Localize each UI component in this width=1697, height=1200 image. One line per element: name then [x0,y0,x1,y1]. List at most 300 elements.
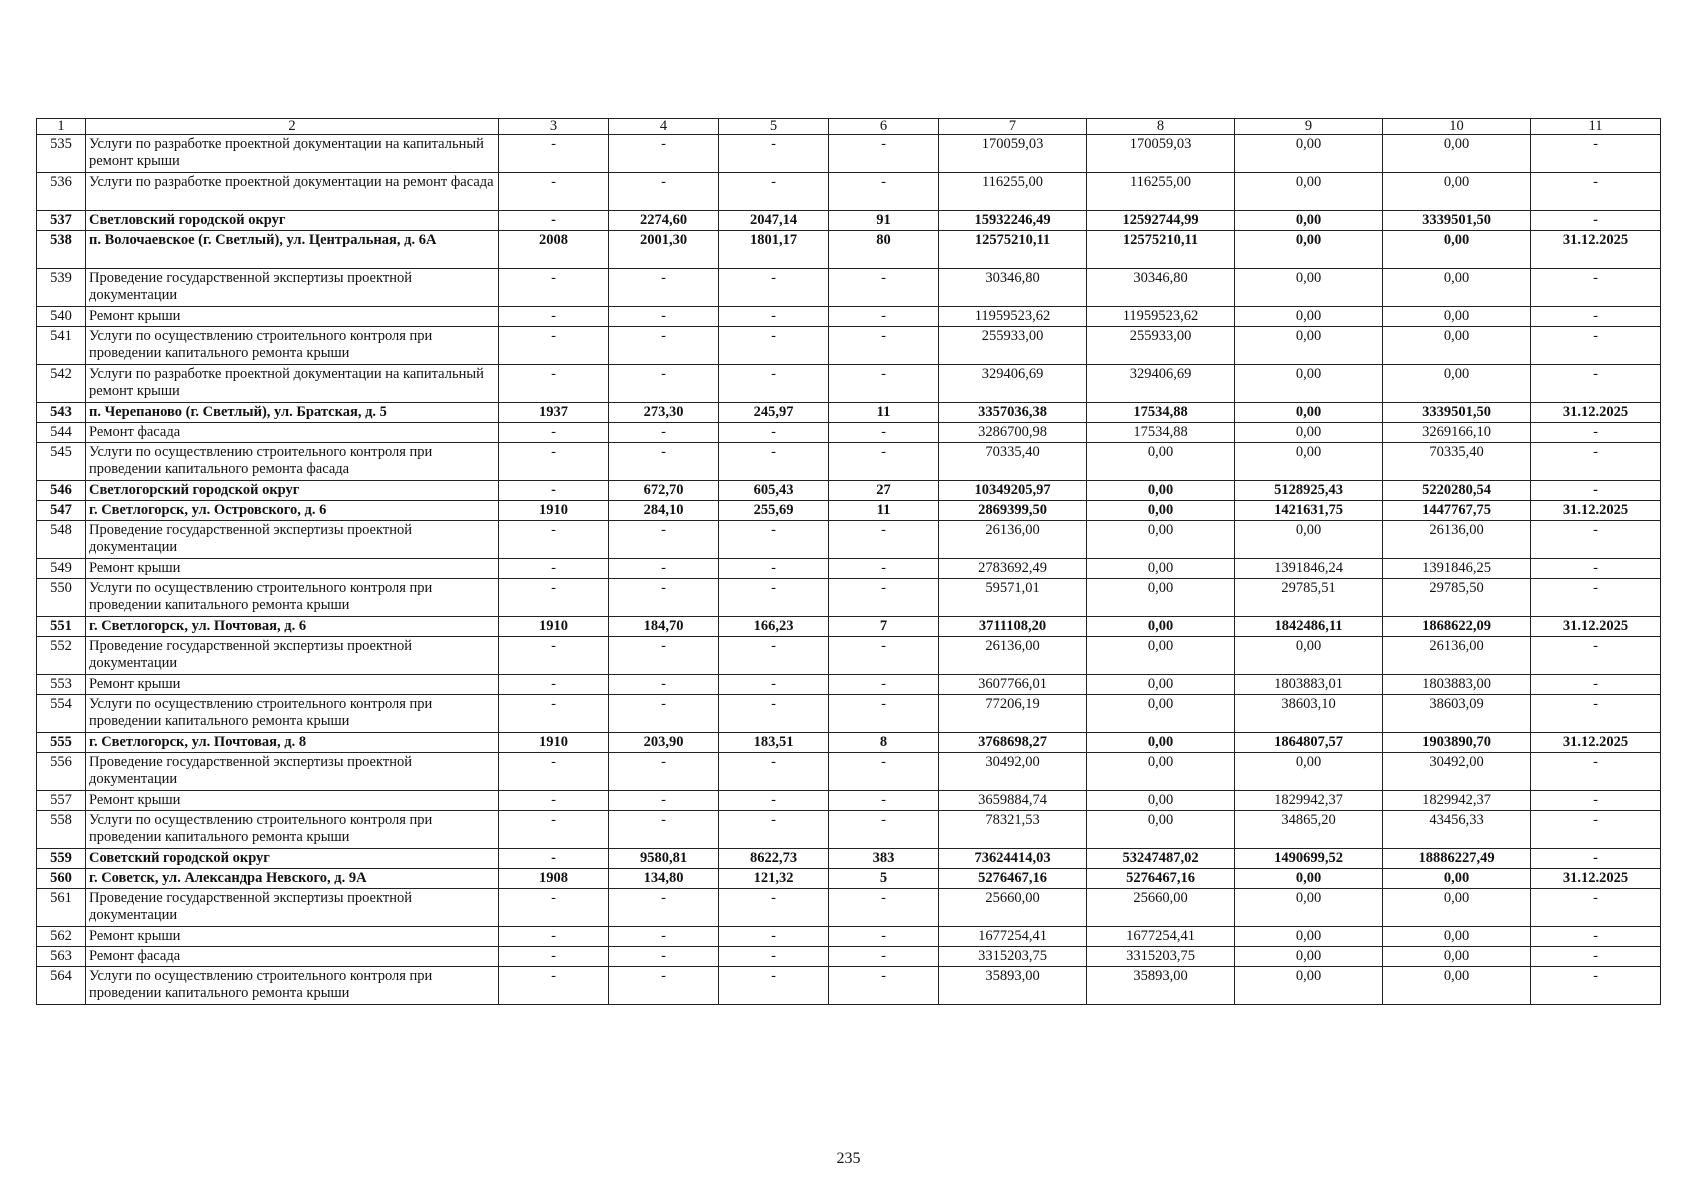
item-name-cell: Услуги по осуществлению строительного контроля при проведении капитального ремонта крыши [86,811,499,849]
total-cost-cell: 3357036,38 [939,403,1087,423]
total-cost-cell: 11959523,62 [939,307,1087,327]
total-area-cell: - [609,443,719,481]
year-built-cell: - [499,559,609,579]
deadline-cell: - [1531,521,1661,559]
deadline-cell: 31.12.2025 [1531,733,1661,753]
year-built-cell: 2008 [499,231,609,269]
total-area-cell: - [609,269,719,307]
total-cost-cell: 30492,00 [939,753,1087,791]
budget-cost-cell: 34865,20 [1235,811,1383,849]
total-area-cell: - [609,675,719,695]
row-number-cell: 561 [37,889,86,927]
fund-cost-cell: 0,00 [1087,733,1235,753]
fund-cost-cell: 255933,00 [1087,327,1235,365]
year-built-cell: - [499,791,609,811]
living-area-cell: - [719,327,829,365]
header-cell: 4 [609,119,719,135]
row-number-cell: 545 [37,443,86,481]
fund-cost-cell: 25660,00 [1087,889,1235,927]
item-name-cell: Ремонт крыши [86,559,499,579]
item-name-cell: Ремонт крыши [86,675,499,695]
table-row [37,637,1661,675]
residents-cell: - [829,559,939,579]
budget-cost-cell: 1490699,52 [1235,849,1383,869]
deadline-cell: - [1531,637,1661,675]
table-row [37,967,1661,1005]
living-area-cell: 2047,14 [719,211,829,231]
residents-cell: - [829,173,939,211]
total-area-cell: 184,70 [609,617,719,637]
item-name-cell: п. Черепаново (г. Светлый), ул. Братская, д. 5 [86,403,499,423]
total-area-cell: - [609,753,719,791]
item-name-cell: г. Светлогорск, ул. Островского, д. 6 [86,501,499,521]
item-name-cell: Услуги по осуществлению строительного контроля при проведении капитального ремонта крыши [86,967,499,1005]
item-name-cell: Услуги по осуществлению строительного контроля при проведении капитального ремонта крыши [86,327,499,365]
owner-cost-cell: 1903890,70 [1383,733,1531,753]
header-cell: 1 [37,119,86,135]
total-cost-cell: 2869399,50 [939,501,1087,521]
year-built-cell: - [499,967,609,1005]
year-built-cell: - [499,811,609,849]
total-area-cell: 2274,60 [609,211,719,231]
year-built-cell: - [499,423,609,443]
fund-cost-cell: 0,00 [1087,617,1235,637]
table-row [37,579,1661,617]
table-row [37,849,1661,869]
row-number-cell: 564 [37,967,86,1005]
residents-cell: - [829,695,939,733]
year-built-cell: 1910 [499,617,609,637]
total-area-cell: - [609,637,719,675]
total-cost-cell: 12575210,11 [939,231,1087,269]
deadline-cell: - [1531,811,1661,849]
owner-cost-cell: 26136,00 [1383,637,1531,675]
fund-cost-cell: 12592744,99 [1087,211,1235,231]
budget-cost-cell: 0,00 [1235,889,1383,927]
residents-cell: - [829,791,939,811]
owner-cost-cell: 0,00 [1383,889,1531,927]
residents-cell: 91 [829,211,939,231]
table-row [37,791,1661,811]
residents-cell: - [829,811,939,849]
row-number-cell: 552 [37,637,86,675]
row-number-cell: 541 [37,327,86,365]
fund-cost-cell: 170059,03 [1087,135,1235,173]
year-built-cell: 1910 [499,501,609,521]
deadline-cell: 31.12.2025 [1531,231,1661,269]
row-number-cell: 540 [37,307,86,327]
fund-cost-cell: 0,00 [1087,559,1235,579]
fund-cost-cell: 5276467,16 [1087,869,1235,889]
owner-cost-cell: 5220280,54 [1383,481,1531,501]
total-area-cell: - [609,135,719,173]
total-cost-cell: 26136,00 [939,637,1087,675]
budget-cost-cell: 0,00 [1235,927,1383,947]
residents-cell: 7 [829,617,939,637]
living-area-cell: - [719,559,829,579]
total-cost-cell: 15932246,49 [939,211,1087,231]
budget-cost-cell: 1803883,01 [1235,675,1383,695]
budget-cost-cell: 5128925,43 [1235,481,1383,501]
header-cell: 10 [1383,119,1531,135]
row-number-cell: 556 [37,753,86,791]
living-area-cell: - [719,365,829,403]
living-area-cell: 121,32 [719,869,829,889]
year-built-cell: - [499,637,609,675]
table-row [37,173,1661,211]
deadline-cell: 31.12.2025 [1531,869,1661,889]
total-cost-cell: 1677254,41 [939,927,1087,947]
year-built-cell: - [499,889,609,927]
residents-cell: - [829,753,939,791]
table-row [37,559,1661,579]
residents-cell: 80 [829,231,939,269]
total-area-cell: - [609,811,719,849]
item-name-cell: Проведение государственной экспертизы проектной документации [86,889,499,927]
living-area-cell: - [719,521,829,559]
header-cell: 3 [499,119,609,135]
deadline-cell: - [1531,559,1661,579]
fund-cost-cell: 0,00 [1087,501,1235,521]
living-area-cell: - [719,947,829,967]
living-area-cell: 245,97 [719,403,829,423]
owner-cost-cell: 38603,09 [1383,695,1531,733]
deadline-cell: - [1531,967,1661,1005]
budget-cost-cell: 0,00 [1235,443,1383,481]
total-area-cell: - [609,695,719,733]
budget-cost-cell: 0,00 [1235,211,1383,231]
header-cell: 5 [719,119,829,135]
deadline-cell: - [1531,753,1661,791]
row-number-cell: 562 [37,927,86,947]
residents-cell: - [829,307,939,327]
residents-cell: 8 [829,733,939,753]
total-cost-cell: 70335,40 [939,443,1087,481]
deadline-cell: - [1531,307,1661,327]
row-number-cell: 554 [37,695,86,733]
year-built-cell: - [499,927,609,947]
table-row [37,443,1661,481]
living-area-cell: 166,23 [719,617,829,637]
living-area-cell: - [719,443,829,481]
item-name-cell: г. Советск, ул. Александра Невского, д. 9А [86,869,499,889]
row-number-cell: 553 [37,675,86,695]
budget-cost-cell: 0,00 [1235,637,1383,675]
total-cost-cell: 3286700,98 [939,423,1087,443]
table-row [37,695,1661,733]
budget-cost-cell: 0,00 [1235,521,1383,559]
total-cost-cell: 2783692,49 [939,559,1087,579]
fund-cost-cell: 0,00 [1087,791,1235,811]
deadline-cell: - [1531,791,1661,811]
owner-cost-cell: 29785,50 [1383,579,1531,617]
row-number-cell: 546 [37,481,86,501]
budget-cost-cell: 1421631,75 [1235,501,1383,521]
fund-cost-cell: 329406,69 [1087,365,1235,403]
table-row [37,231,1661,269]
year-built-cell: - [499,481,609,501]
table-row [37,889,1661,927]
owner-cost-cell: 43456,33 [1383,811,1531,849]
deadline-cell: - [1531,173,1661,211]
fund-cost-cell: 0,00 [1087,443,1235,481]
owner-cost-cell: 26136,00 [1383,521,1531,559]
year-built-cell: - [499,173,609,211]
owner-cost-cell: 0,00 [1383,365,1531,403]
item-name-cell: Услуги по разработке проектной документации на капитальный ремонт крыши [86,135,499,173]
total-cost-cell: 170059,03 [939,135,1087,173]
page-number: 235 [836,1150,861,1167]
residents-cell: - [829,423,939,443]
total-area-cell: - [609,967,719,1005]
fund-cost-cell: 0,00 [1087,521,1235,559]
budget-cost-cell: 0,00 [1235,365,1383,403]
item-name-cell: Ремонт фасада [86,423,499,443]
row-number-cell: 560 [37,869,86,889]
row-number-cell: 551 [37,617,86,637]
fund-cost-cell: 53247487,02 [1087,849,1235,869]
total-area-cell: - [609,791,719,811]
works-table [36,118,1661,1005]
item-name-cell: Ремонт крыши [86,927,499,947]
row-number-cell: 549 [37,559,86,579]
header-cell: 7 [939,119,1087,135]
deadline-cell: - [1531,947,1661,967]
header-cell: 6 [829,119,939,135]
budget-cost-cell: 1864807,57 [1235,733,1383,753]
row-number-cell: 538 [37,231,86,269]
owner-cost-cell: 0,00 [1383,947,1531,967]
item-name-cell: Ремонт фасада [86,947,499,967]
living-area-cell: - [719,889,829,927]
row-number-cell: 544 [37,423,86,443]
header-cell: 8 [1087,119,1235,135]
row-number-cell: 563 [37,947,86,967]
total-area-cell: - [609,579,719,617]
total-area-cell: 203,90 [609,733,719,753]
owner-cost-cell: 0,00 [1383,231,1531,269]
row-number-cell: 548 [37,521,86,559]
row-number-cell: 537 [37,211,86,231]
total-cost-cell: 10349205,97 [939,481,1087,501]
budget-cost-cell: 29785,51 [1235,579,1383,617]
living-area-cell: - [719,967,829,1005]
owner-cost-cell: 0,00 [1383,327,1531,365]
table-row [37,617,1661,637]
row-number-cell: 543 [37,403,86,423]
item-name-cell: Ремонт крыши [86,307,499,327]
total-cost-cell: 25660,00 [939,889,1087,927]
total-cost-cell: 116255,00 [939,173,1087,211]
total-cost-cell: 3315203,75 [939,947,1087,967]
item-name-cell: Услуги по осуществлению строительного контроля при проведении капитального ремонта крыши [86,579,499,617]
fund-cost-cell: 17534,88 [1087,403,1235,423]
year-built-cell: - [499,443,609,481]
residents-cell: - [829,269,939,307]
residents-cell: - [829,967,939,1005]
deadline-cell: - [1531,927,1661,947]
budget-cost-cell: 1391846,24 [1235,559,1383,579]
total-area-cell: - [609,173,719,211]
residents-cell: - [829,365,939,403]
total-area-cell: 134,80 [609,869,719,889]
item-name-cell: г. Светлогорск, ул. Почтовая, д. 8 [86,733,499,753]
year-built-cell: - [499,135,609,173]
budget-cost-cell: 1829942,37 [1235,791,1383,811]
column-number-row [37,119,1661,135]
table-row [37,211,1661,231]
year-built-cell: - [499,307,609,327]
fund-cost-cell: 0,00 [1087,753,1235,791]
fund-cost-cell: 17534,88 [1087,423,1235,443]
living-area-cell: - [719,173,829,211]
header-cell: 9 [1235,119,1383,135]
total-area-cell: 273,30 [609,403,719,423]
total-cost-cell: 73624414,03 [939,849,1087,869]
residents-cell: - [829,947,939,967]
row-number-cell: 536 [37,173,86,211]
fund-cost-cell: 0,00 [1087,811,1235,849]
living-area-cell: 183,51 [719,733,829,753]
total-cost-cell: 26136,00 [939,521,1087,559]
deadline-cell: - [1531,269,1661,307]
table-row [37,423,1661,443]
deadline-cell: - [1531,889,1661,927]
budget-cost-cell: 0,00 [1235,327,1383,365]
table-row [37,269,1661,307]
living-area-cell: 605,43 [719,481,829,501]
header-cell: 2 [86,119,499,135]
table-row [37,365,1661,403]
owner-cost-cell: 3339501,50 [1383,403,1531,423]
deadline-cell: 31.12.2025 [1531,617,1661,637]
item-name-cell: Советский городской округ [86,849,499,869]
owner-cost-cell: 0,00 [1383,269,1531,307]
table-row [37,753,1661,791]
total-area-cell: - [609,927,719,947]
total-area-cell: 9580,81 [609,849,719,869]
owner-cost-cell: 0,00 [1383,967,1531,1005]
item-name-cell: Услуги по осуществлению строительного контроля при проведении капитального ремонта крыши [86,695,499,733]
residents-cell: - [829,327,939,365]
owner-cost-cell: 70335,40 [1383,443,1531,481]
residents-cell: - [829,135,939,173]
row-number-cell: 557 [37,791,86,811]
row-number-cell: 547 [37,501,86,521]
residents-cell: 383 [829,849,939,869]
living-area-cell: - [719,695,829,733]
owner-cost-cell: 18886227,49 [1383,849,1531,869]
living-area-cell: - [719,927,829,947]
table-row [37,947,1661,967]
deadline-cell: - [1531,327,1661,365]
deadline-cell: - [1531,365,1661,403]
residents-cell: - [829,579,939,617]
deadline-cell: - [1531,579,1661,617]
total-area-cell: 2001,30 [609,231,719,269]
row-number-cell: 558 [37,811,86,849]
item-name-cell: Услуги по осуществлению строительного контроля при проведении капитального ремонта фасада [86,443,499,481]
table-row [37,481,1661,501]
residents-cell: - [829,637,939,675]
table-row [37,927,1661,947]
budget-cost-cell: 0,00 [1235,947,1383,967]
total-area-cell: - [609,327,719,365]
year-built-cell: - [499,579,609,617]
deadline-cell: - [1531,423,1661,443]
row-number-cell: 542 [37,365,86,403]
item-name-cell: Проведение государственной экспертизы проектной документации [86,521,499,559]
total-cost-cell: 329406,69 [939,365,1087,403]
total-cost-cell: 30346,80 [939,269,1087,307]
row-number-cell: 539 [37,269,86,307]
deadline-cell: 31.12.2025 [1531,501,1661,521]
total-cost-cell: 3607766,01 [939,675,1087,695]
owner-cost-cell: 3269166,10 [1383,423,1531,443]
item-name-cell: Проведение государственной экспертизы проектной документации [86,637,499,675]
owner-cost-cell: 0,00 [1383,135,1531,173]
total-cost-cell: 255933,00 [939,327,1087,365]
budget-cost-cell: 1842486,11 [1235,617,1383,637]
residents-cell: - [829,521,939,559]
total-area-cell: - [609,365,719,403]
owner-cost-cell: 1803883,00 [1383,675,1531,695]
total-cost-cell: 3768698,27 [939,733,1087,753]
residents-cell: - [829,889,939,927]
living-area-cell: - [719,423,829,443]
item-name-cell: п. Волочаевское (г. Светлый), ул. Центральная, д. 6А [86,231,499,269]
item-name-cell: г. Светлогорск, ул. Почтовая, д. 6 [86,617,499,637]
budget-cost-cell: 0,00 [1235,967,1383,1005]
total-area-cell: 284,10 [609,501,719,521]
table-row [37,811,1661,849]
fund-cost-cell: 11959523,62 [1087,307,1235,327]
budget-cost-cell: 0,00 [1235,269,1383,307]
owner-cost-cell: 0,00 [1383,307,1531,327]
total-area-cell: - [609,521,719,559]
item-name-cell: Ремонт крыши [86,791,499,811]
fund-cost-cell: 0,00 [1087,481,1235,501]
year-built-cell: - [499,521,609,559]
table-row [37,733,1661,753]
living-area-cell: - [719,307,829,327]
fund-cost-cell: 0,00 [1087,675,1235,695]
table-row [37,501,1661,521]
budget-cost-cell: 0,00 [1235,869,1383,889]
residents-cell: 27 [829,481,939,501]
total-cost-cell: 78321,53 [939,811,1087,849]
fund-cost-cell: 0,00 [1087,637,1235,675]
year-built-cell: - [499,269,609,307]
deadline-cell: - [1531,135,1661,173]
budget-cost-cell: 0,00 [1235,173,1383,211]
year-built-cell: - [499,695,609,733]
residents-cell: - [829,675,939,695]
owner-cost-cell: 0,00 [1383,173,1531,211]
year-built-cell: - [499,211,609,231]
row-number-cell: 555 [37,733,86,753]
fund-cost-cell: 30346,80 [1087,269,1235,307]
header-cell: 11 [1531,119,1661,135]
item-name-cell: Проведение государственной экспертизы проектной документации [86,269,499,307]
row-number-cell: 535 [37,135,86,173]
year-built-cell: 1908 [499,869,609,889]
living-area-cell: - [719,269,829,307]
table-row [37,403,1661,423]
table-row [37,327,1661,365]
table-row [37,869,1661,889]
deadline-cell: - [1531,481,1661,501]
